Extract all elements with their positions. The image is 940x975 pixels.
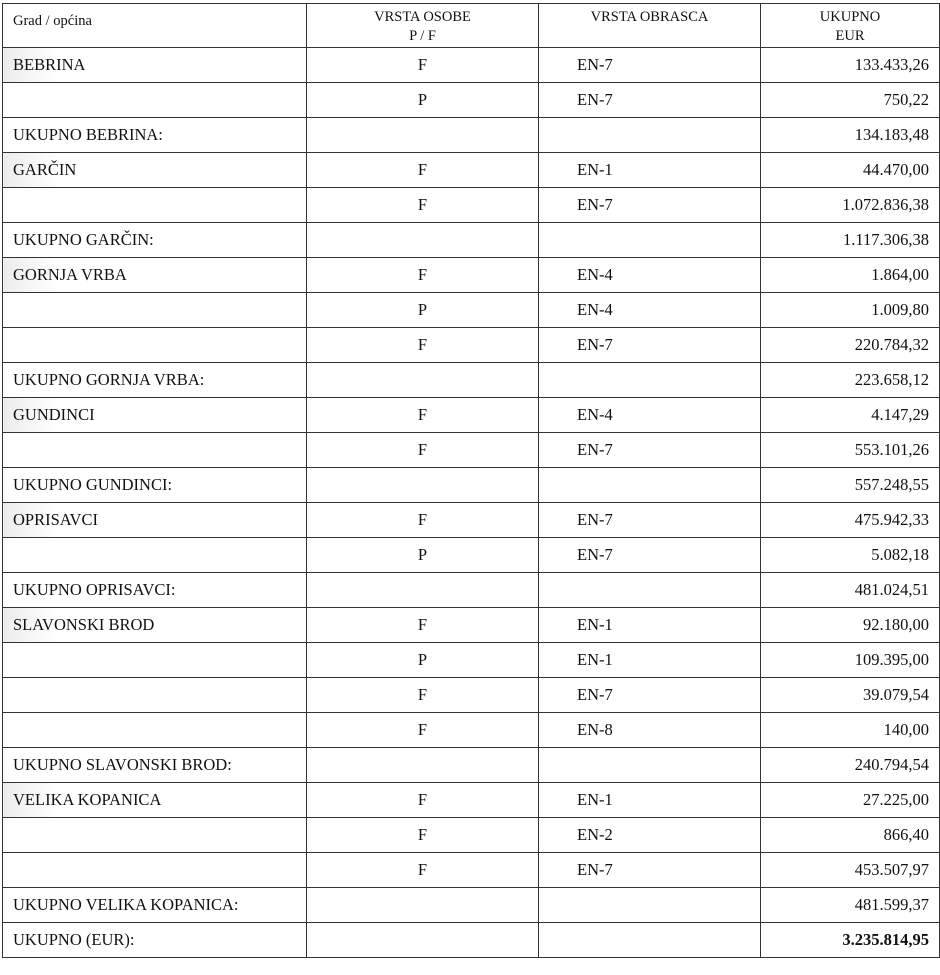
table-row — [3, 153, 940, 188]
person-type-cell — [307, 888, 539, 923]
person-type-cell: F — [307, 678, 539, 713]
table-row — [3, 643, 940, 678]
person-type-cell: F — [307, 818, 539, 853]
city-cell: GARČIN — [3, 153, 307, 188]
city-cell — [3, 293, 307, 328]
city-cell: UKUPNO GUNDINCI: — [3, 468, 307, 503]
table-row — [3, 713, 940, 748]
table-row — [3, 118, 940, 153]
city-cell: UKUPNO GORNJA VRBA: — [3, 363, 307, 398]
amount-cell: 44.470,00 — [761, 153, 940, 188]
person-type-cell: F — [307, 853, 539, 888]
person-type-cell — [307, 118, 539, 153]
table-row — [3, 293, 940, 328]
form-type-cell — [539, 573, 761, 608]
amount-cell: 1.009,80 — [761, 293, 940, 328]
table-row — [3, 468, 940, 503]
form-type-cell: EN-7 — [539, 48, 761, 83]
city-cell: UKUPNO SLAVONSKI BROD: — [3, 748, 307, 783]
header-total-line2: EUR — [835, 28, 865, 44]
header-city: Grad / općina — [3, 4, 307, 48]
header-row — [3, 4, 940, 48]
table-row — [3, 48, 940, 83]
person-type-cell: F — [307, 608, 539, 643]
table-row — [3, 188, 940, 223]
form-type-cell: EN-7 — [539, 83, 761, 118]
city-cell: UKUPNO GARČIN: — [3, 223, 307, 258]
amount-cell: 92.180,00 — [761, 608, 940, 643]
header-total — [761, 4, 940, 48]
form-type-cell — [539, 118, 761, 153]
form-type-cell — [539, 748, 761, 783]
form-type-cell: EN-7 — [539, 188, 761, 223]
table-row — [3, 363, 940, 398]
amount-cell: 133.433,26 — [761, 48, 940, 83]
city-cell: VELIKA KOPANICA — [3, 783, 307, 818]
amount-cell: 453.507,97 — [761, 853, 940, 888]
person-type-cell: F — [307, 48, 539, 83]
person-type-cell: P — [307, 83, 539, 118]
person-type-cell: F — [307, 503, 539, 538]
city-cell — [3, 713, 307, 748]
amount-cell: 220.784,32 — [761, 328, 940, 363]
form-type-cell: EN-7 — [539, 678, 761, 713]
city-cell: OPRISAVCI — [3, 503, 307, 538]
city-cell: UKUPNO OPRISAVCI: — [3, 573, 307, 608]
person-type-cell: F — [307, 188, 539, 223]
amount-cell: 866,40 — [761, 818, 940, 853]
amount-cell: 1.072.836,38 — [761, 188, 940, 223]
form-type-cell: EN-1 — [539, 783, 761, 818]
form-type-cell: EN-7 — [539, 328, 761, 363]
amount-cell: 240.794,54 — [761, 748, 940, 783]
amount-cell: 750,22 — [761, 83, 940, 118]
grand-total-amount: 3.235.814,95 — [761, 923, 940, 958]
table-row — [3, 888, 940, 923]
amount-cell: 481.599,37 — [761, 888, 940, 923]
city-cell — [3, 818, 307, 853]
city-cell: BEBRINA — [3, 48, 307, 83]
city-cell: UKUPNO BEBRINA: — [3, 118, 307, 153]
table-body — [3, 48, 940, 923]
header-person-type — [307, 4, 539, 48]
table-row — [3, 433, 940, 468]
amount-cell: 557.248,55 — [761, 468, 940, 503]
person-type-cell: P — [307, 538, 539, 573]
grand-total-empty — [307, 923, 539, 958]
grand-total-row — [3, 923, 940, 958]
form-type-cell: EN-4 — [539, 293, 761, 328]
table-row — [3, 818, 940, 853]
person-type-cell — [307, 223, 539, 258]
person-type-cell: F — [307, 783, 539, 818]
table-row — [3, 258, 940, 293]
form-type-cell: EN-7 — [539, 433, 761, 468]
form-type-cell — [539, 888, 761, 923]
table-row — [3, 608, 940, 643]
person-type-cell: P — [307, 643, 539, 678]
form-type-cell: EN-1 — [539, 643, 761, 678]
city-cell — [3, 538, 307, 573]
person-type-cell: F — [307, 258, 539, 293]
person-type-cell — [307, 468, 539, 503]
city-cell — [3, 83, 307, 118]
table-row — [3, 223, 940, 258]
city-cell — [3, 853, 307, 888]
table-row — [3, 328, 940, 363]
amount-cell: 553.101,26 — [761, 433, 940, 468]
amount-cell: 481.024,51 — [761, 573, 940, 608]
form-type-cell: EN-1 — [539, 153, 761, 188]
city-cell: UKUPNO VELIKA KOPANICA: — [3, 888, 307, 923]
form-type-cell: EN-7 — [539, 503, 761, 538]
table-row — [3, 538, 940, 573]
person-type-cell — [307, 573, 539, 608]
amount-cell: 4.147,29 — [761, 398, 940, 433]
form-type-cell: EN-7 — [539, 853, 761, 888]
form-type-cell: EN-4 — [539, 258, 761, 293]
header-person-type-line1: VRSTA OSOBE — [374, 9, 471, 25]
amount-cell: 1.864,00 — [761, 258, 940, 293]
person-type-cell: F — [307, 713, 539, 748]
table-row — [3, 503, 940, 538]
form-type-cell: EN-4 — [539, 398, 761, 433]
person-type-cell: F — [307, 433, 539, 468]
city-cell — [3, 188, 307, 223]
city-cell: GUNDINCI — [3, 398, 307, 433]
form-type-cell — [539, 468, 761, 503]
table-row — [3, 83, 940, 118]
amount-cell: 134.183,48 — [761, 118, 940, 153]
form-type-cell: EN-7 — [539, 538, 761, 573]
table-row — [3, 398, 940, 433]
person-type-cell: P — [307, 293, 539, 328]
header-total-line1: UKUPNO — [819, 9, 881, 25]
form-type-cell — [539, 223, 761, 258]
table-row — [3, 678, 940, 713]
amount-cell: 109.395,00 — [761, 643, 940, 678]
amount-cell: 223.658,12 — [761, 363, 940, 398]
header-person-type-line2: P / F — [409, 28, 436, 44]
city-cell — [3, 433, 307, 468]
form-type-cell: EN-1 — [539, 608, 761, 643]
person-type-cell — [307, 748, 539, 783]
form-type-cell: EN-2 — [539, 818, 761, 853]
city-cell — [3, 328, 307, 363]
city-cell: SLAVONSKI BROD — [3, 608, 307, 643]
amount-cell: 27.225,00 — [761, 783, 940, 818]
table-row — [3, 853, 940, 888]
table-row — [3, 783, 940, 818]
amount-cell: 475.942,33 — [761, 503, 940, 538]
person-type-cell: F — [307, 153, 539, 188]
report-table — [2, 3, 940, 958]
amount-cell: 39.079,54 — [761, 678, 940, 713]
city-cell — [3, 678, 307, 713]
amount-cell: 1.117.306,38 — [761, 223, 940, 258]
grand-total-empty — [539, 923, 761, 958]
city-cell — [3, 643, 307, 678]
table-row — [3, 573, 940, 608]
person-type-cell: F — [307, 328, 539, 363]
amount-cell: 5.082,18 — [761, 538, 940, 573]
city-cell: GORNJA VRBA — [3, 258, 307, 293]
person-type-cell — [307, 363, 539, 398]
person-type-cell: F — [307, 398, 539, 433]
header-form-type: VRSTA OBRASCA — [539, 4, 761, 48]
table-row — [3, 748, 940, 783]
amount-cell: 140,00 — [761, 713, 940, 748]
grand-total-label: UKUPNO (EUR): — [3, 923, 307, 958]
form-type-cell — [539, 363, 761, 398]
form-type-cell: EN-8 — [539, 713, 761, 748]
